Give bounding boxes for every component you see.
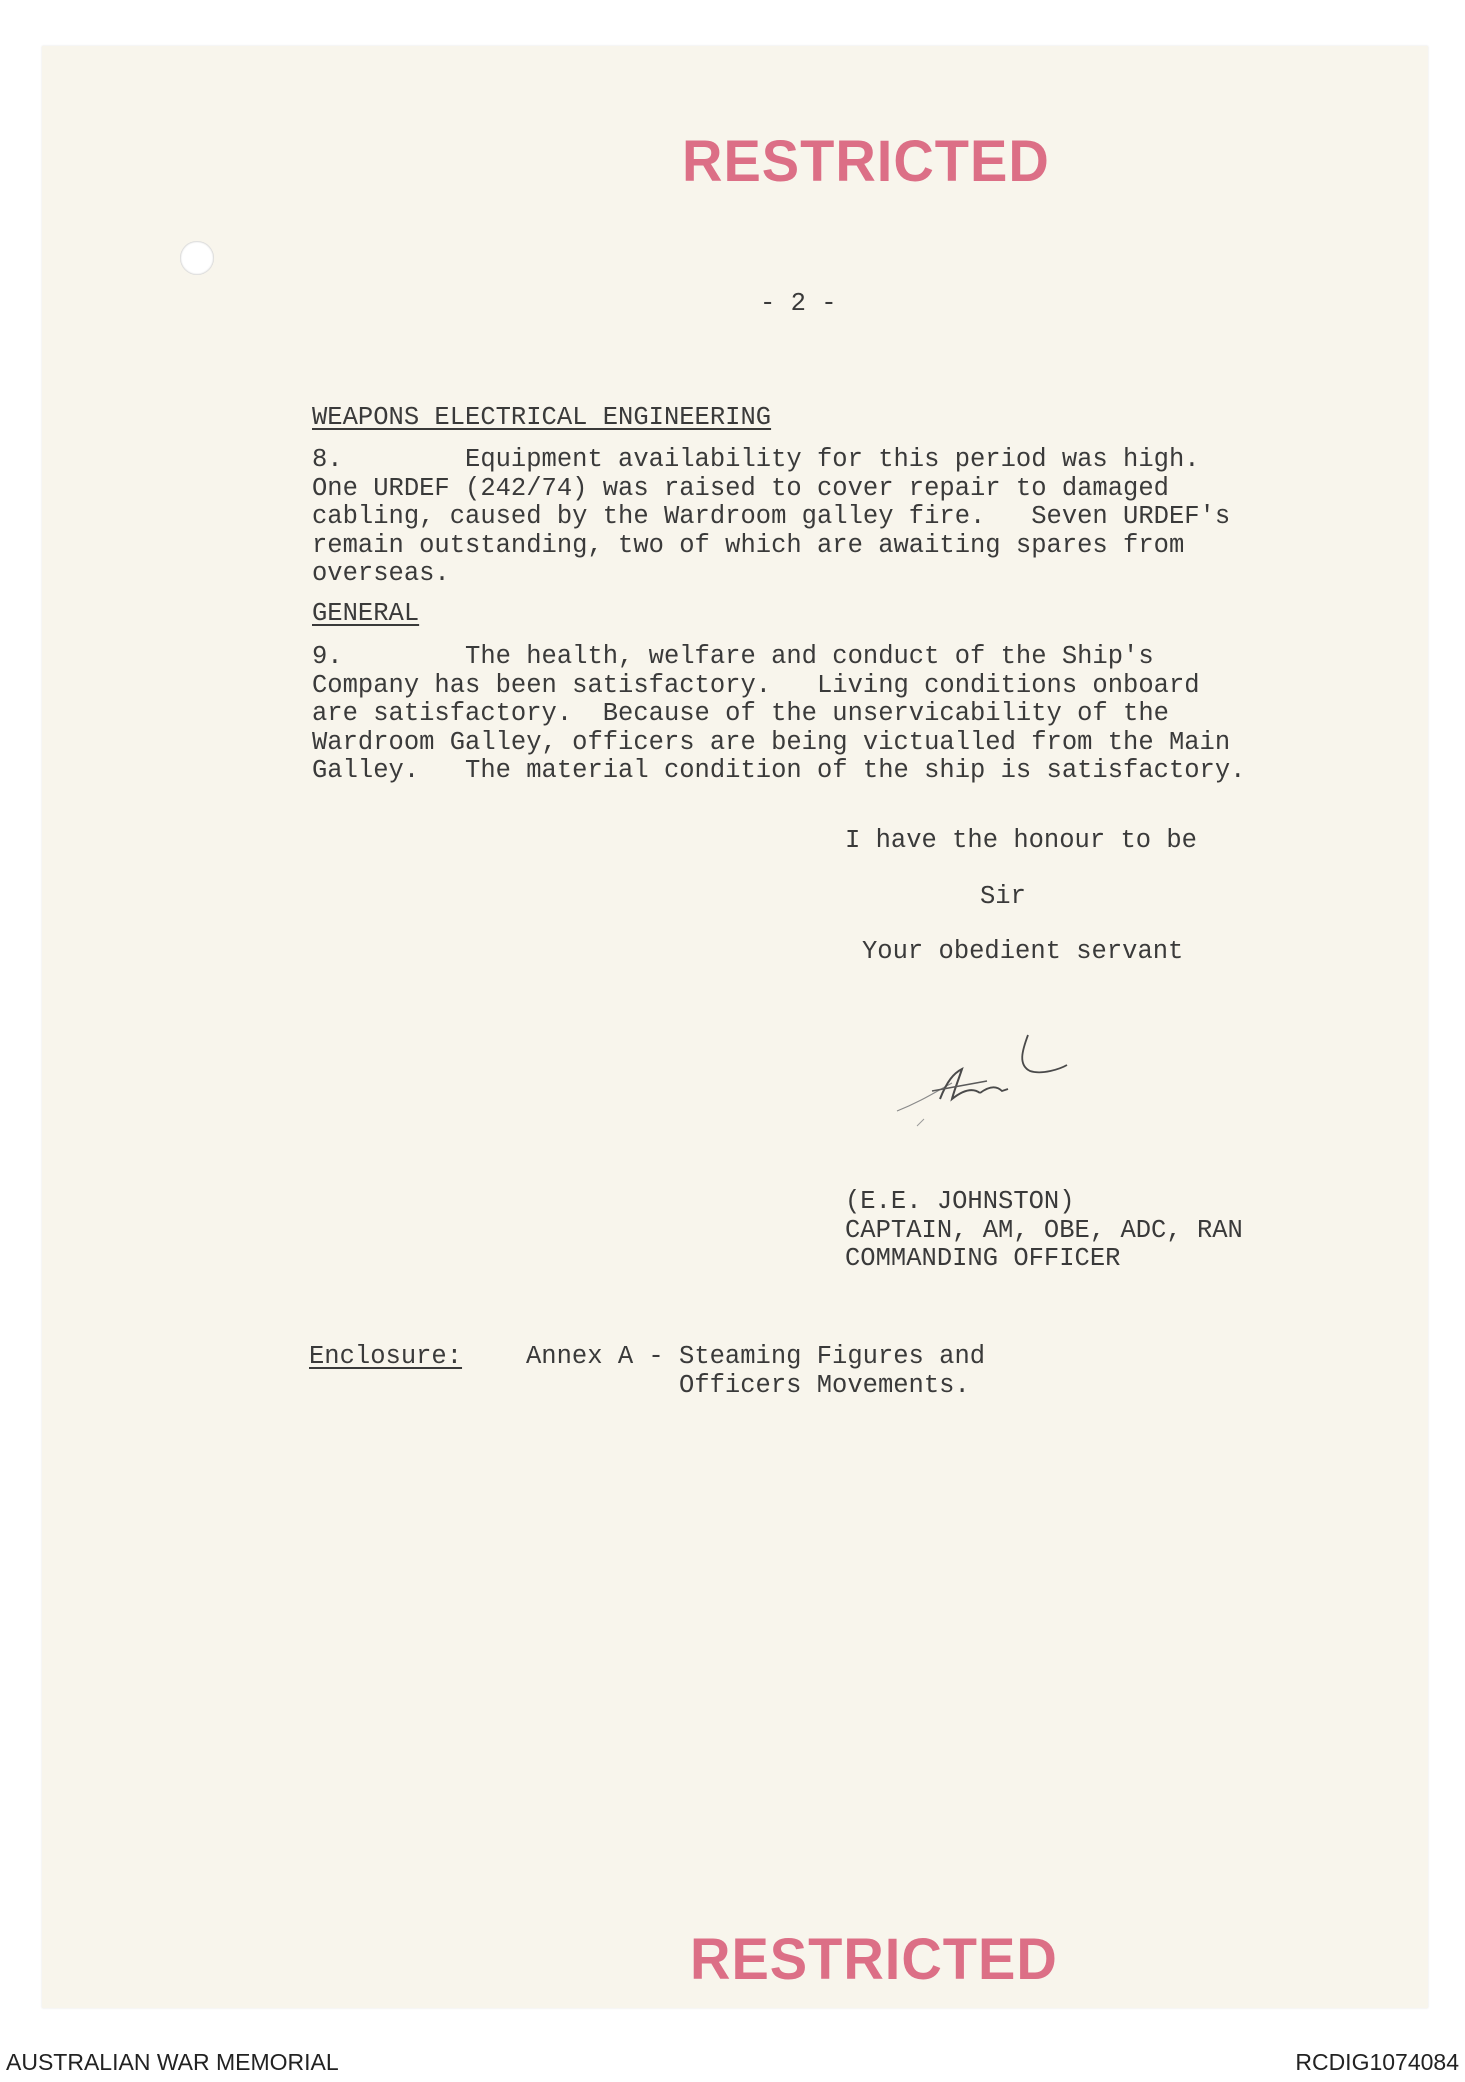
signatory-rank: CAPTAIN, AM, OBE, ADC, RAN xyxy=(845,1215,1243,1245)
handwritten-signature xyxy=(892,1021,1102,1131)
paragraph-8: 8. Equipment availability for this period was high. One URDEF (242/74) was raised to cover repair to damaged cabling, caused by the Wardroom galley fire. Seven URDEF's remain outstanding, two of which are awaiting spares from overseas. xyxy=(312,445,1231,588)
paragraph-9: 9. The health, welfare and conduct of the Ship's Company has been satisfactory. Living conditions onboard are satisfactory. Because of the unservicability of the Wardroom Galley, officers are being victualled from the Main Galley. The material condition of the ship is satisfactory. xyxy=(312,642,1246,785)
section-heading-general: GENERAL xyxy=(312,599,420,628)
enclosure-text: Annex A - Steaming Figures and Officers Movements. xyxy=(526,1342,986,1400)
page-number: - 2 - xyxy=(760,289,837,318)
signatory-block xyxy=(845,1188,1243,1274)
restricted-stamp-top: RESTRICTED xyxy=(682,127,1050,194)
closing-salutation: Sir xyxy=(980,882,1026,911)
section-heading-weapons: WEAPONS ELECTRICAL ENGINEERING xyxy=(312,403,772,432)
closing-line: I have the honour to be xyxy=(845,826,1197,855)
closing-servant: Your obedient servant xyxy=(862,937,1184,966)
punch-hole xyxy=(180,241,214,275)
enclosure-label: Enclosure: xyxy=(309,1342,463,1371)
document-page xyxy=(42,46,1428,2008)
footer-catalog-id: RCDIG1074084 xyxy=(1295,2049,1459,2075)
signatory-title: COMMANDING OFFICER xyxy=(845,1244,1121,1273)
restricted-stamp-bottom: RESTRICTED xyxy=(690,1925,1058,1992)
footer-archive-name: AUSTRALIAN WAR MEMORIAL xyxy=(6,2049,339,2075)
signatory-name: (E.E. JOHNSTON) xyxy=(845,1187,1075,1216)
